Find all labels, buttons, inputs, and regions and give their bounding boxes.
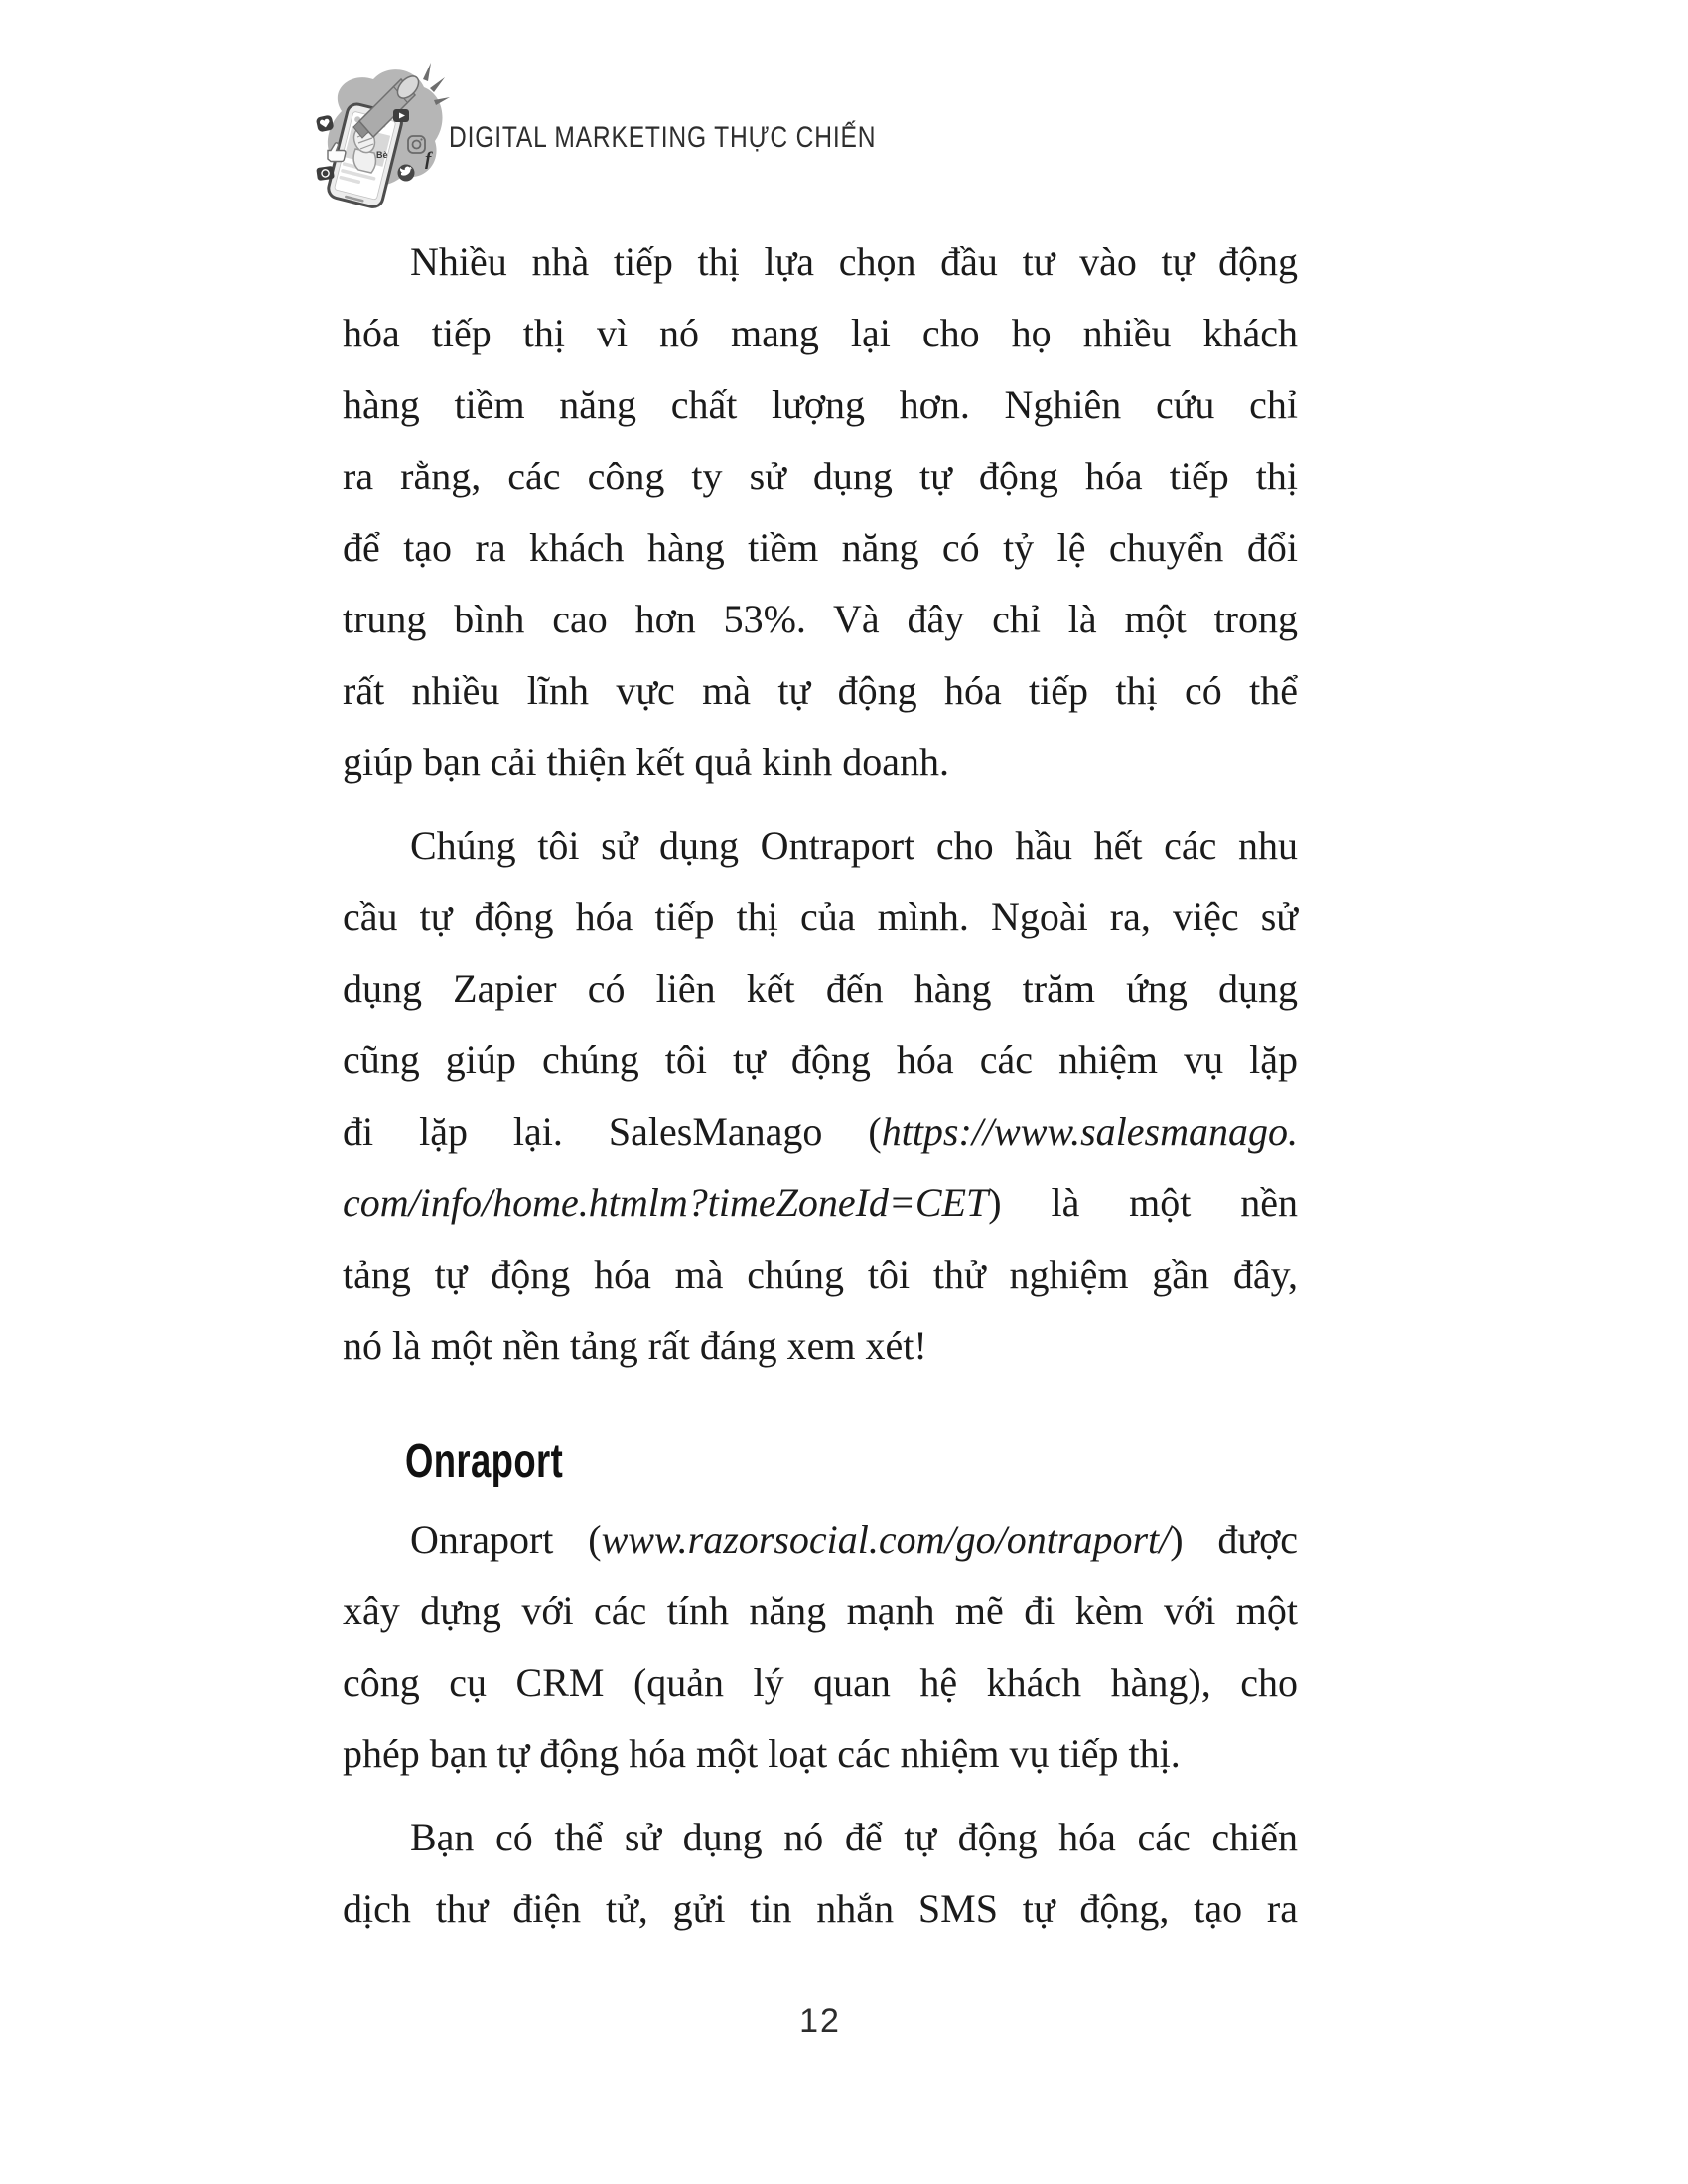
section-heading-label: Onraport xyxy=(405,1435,564,1488)
text-line xyxy=(343,584,1298,655)
section-heading xyxy=(343,1435,1298,1488)
body-text-segment: xây dựng với các tính năng mạnh mẽ đi kèm với một xyxy=(343,1588,1298,1633)
text-line xyxy=(343,1096,1298,1167)
text-line xyxy=(343,810,1298,882)
text-line xyxy=(343,1802,1298,1873)
body-text xyxy=(343,226,1298,1945)
twitter-icon xyxy=(398,165,415,182)
body-text-segment: cũng giúp chúng tôi tự động hóa các nhiệm vụ lặp xyxy=(343,1037,1298,1082)
text-line xyxy=(343,1647,1298,1718)
megaphone-phone-illustration xyxy=(308,58,459,208)
play-icon xyxy=(393,109,409,122)
url-text: www.razorsocial.com/go/ontraport/ xyxy=(601,1517,1171,1562)
text-line xyxy=(343,1310,1298,1382)
page-number: 12 xyxy=(799,2002,841,2040)
body-text-segment: Bạn có thể sử dụng nó để tự động hóa các chiến xyxy=(410,1815,1298,1859)
text-line xyxy=(343,441,1298,512)
body-text-segment: Onraport ( xyxy=(410,1517,602,1562)
text-line xyxy=(343,655,1298,727)
url-text: com/info/home.htmlm?timeZoneId=CET xyxy=(343,1180,989,1225)
body-text-segment: Nhiều nhà tiếp thị lựa chọn đầu tư vào tự động xyxy=(410,239,1298,284)
body-text-segment: phép bạn tự động hóa một loạt các nhiệm vụ tiếp thị. xyxy=(343,1731,1181,1776)
body-text-segment: trung bình cao hơn 53%. Và đây chỉ là một trong xyxy=(343,597,1298,641)
text-line xyxy=(343,882,1298,953)
text-line xyxy=(343,298,1298,369)
text-line xyxy=(343,1575,1298,1647)
body-text-segment: nó là một nền tảng rất đáng xem xét! xyxy=(343,1323,927,1368)
body-text-segment: hóa tiếp thị vì nó mang lại cho họ nhiều khách xyxy=(343,311,1298,355)
text-line xyxy=(343,226,1298,298)
text-line xyxy=(343,1167,1298,1239)
body-text-segment: công cụ CRM (quản lý quan hệ khách hàng), cho xyxy=(343,1660,1298,1705)
paragraph xyxy=(343,1504,1298,1790)
body-text-segment: rất nhiều lĩnh vực mà tự động hóa tiếp thị có thể xyxy=(343,668,1298,713)
paragraph xyxy=(343,810,1298,1382)
text-line xyxy=(343,1718,1298,1790)
body-text-segment: ) là một nền xyxy=(988,1180,1298,1225)
text-line xyxy=(343,953,1298,1024)
body-text-segment: dụng Zapier có liên kết đến hàng trăm ứng dụng xyxy=(343,966,1298,1011)
paragraph xyxy=(343,226,1298,798)
body-text-segment: dịch thư điện tử, gửi tin nhắn SMS tự động, tạo ra xyxy=(343,1886,1298,1931)
body-text-segment: để tạo ra khách hàng tiềm năng có tỷ lệ chuyển đổi xyxy=(343,525,1298,570)
body-text-segment: hàng tiềm năng chất lượng hơn. Nghiên cứu chỉ xyxy=(343,382,1298,427)
behance-tiny-label: Bè xyxy=(376,150,388,160)
paragraph xyxy=(343,1802,1298,1945)
url-text: https://www.salesmanago. xyxy=(881,1109,1298,1154)
page-title: DIGITAL MARKETING THỰC CHIẾN xyxy=(449,121,877,154)
text-line xyxy=(343,512,1298,584)
body-text-segment: ) được xyxy=(1170,1517,1298,1562)
body-text-segment: ra rằng, các công ty sử dụng tự động hóa tiếp thị xyxy=(343,454,1298,498)
text-line xyxy=(343,1239,1298,1310)
facebook-icon: f xyxy=(425,149,432,170)
text-line xyxy=(343,1024,1298,1096)
body-text-segment: tảng tự động hóa mà chúng tôi thử nghiệm gần đây, xyxy=(343,1252,1298,1297)
text-line xyxy=(343,369,1298,441)
body-text-segment: đi lặp lại. SalesManago ( xyxy=(343,1109,882,1154)
body-text-segment: cầu tự động hóa tiếp thị của mình. Ngoài ra, việc sử xyxy=(343,894,1298,939)
text-line xyxy=(343,1873,1298,1945)
text-line xyxy=(343,1504,1298,1575)
camera-icon xyxy=(316,166,335,181)
body-text-segment: giúp bạn cải thiện kết quả kinh doanh. xyxy=(343,740,949,784)
text-line xyxy=(343,727,1298,798)
body-text-segment: Chúng tôi sử dụng Ontraport cho hầu hết các nhu xyxy=(410,823,1298,868)
